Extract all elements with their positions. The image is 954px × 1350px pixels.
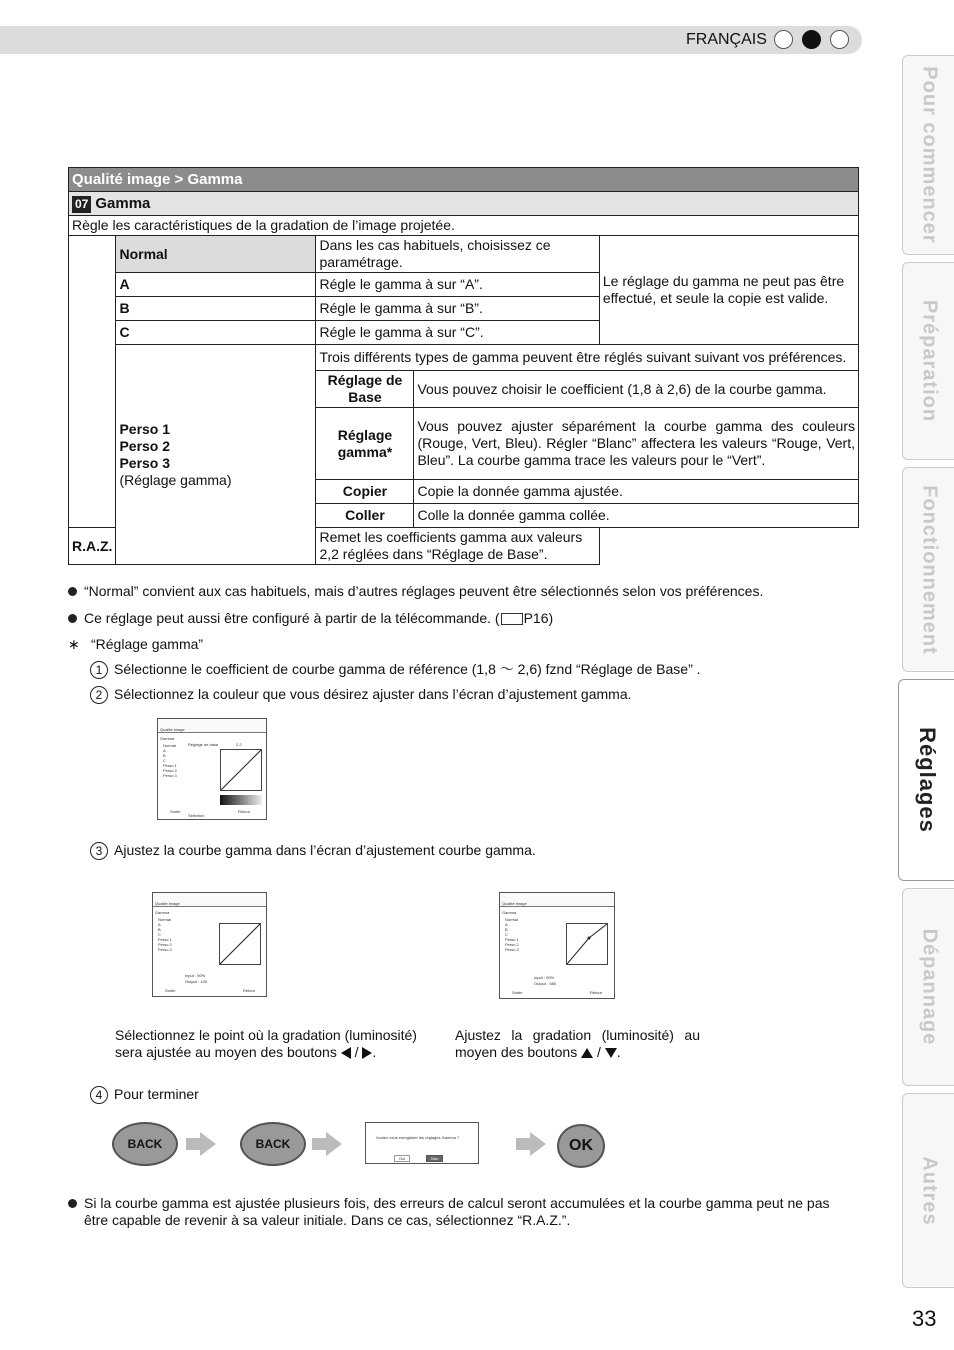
screen-list: Normal A B C Perso 1 Perso 2 Perso 3 [505, 917, 519, 952]
screen-output-value: Output : 580 [534, 981, 557, 986]
table-description: Règle les caractéristiques de la gradation de l’image projetée. [69, 216, 859, 236]
step-2 [90, 686, 632, 704]
caption-left-text: Sélectionnez le point où la gradation (luminosité) sera ajustée au moyen des boutons [115, 1027, 417, 1060]
screen-base-label: Réglage de base [188, 742, 219, 747]
step-3-number: 3 [90, 842, 108, 860]
gamma-screen-2 [152, 892, 267, 997]
language-indicator-3 [830, 30, 849, 49]
row-label-b: B [116, 297, 316, 321]
step-3 [90, 842, 536, 860]
tab-fonctionnement[interactable]: Fonctionnement [902, 467, 954, 672]
gradient-bar [220, 795, 262, 805]
abc-note: Le réglage du gamma ne peut pas être effectué, et seule la copie est valide. [599, 236, 858, 345]
gamma-screen-1 [157, 718, 267, 820]
table-breadcrumb: Qualité image > Gamma [69, 168, 859, 192]
screen-input-value: Input : 50% [185, 973, 206, 978]
bullet-dot [68, 587, 77, 596]
perso-3-label: Perso 3 [119, 454, 171, 471]
screen-footer-back: Retour [238, 809, 251, 814]
screen-footer-back: Retour [590, 990, 603, 995]
tab-depannage[interactable]: Dépannage [902, 888, 954, 1086]
caption-right-text: Ajustez la gradation (luminosité) au moyen des boutons [455, 1027, 700, 1060]
right-arrow-icon [362, 1047, 372, 1059]
dialog-yes-button[interactable]: Oui [394, 1155, 410, 1162]
perso-text-base: Vous pouvez choisir le coefficient (1,8 à 2,6) de la courbe gamma. [414, 371, 859, 408]
book-icon [501, 613, 523, 625]
screen-footer-select: Sélection [188, 813, 205, 818]
back-button[interactable]: BACK [112, 1122, 178, 1166]
save-dialog [365, 1122, 479, 1164]
gamma-curve-plot [566, 923, 608, 965]
note-2 [84, 610, 553, 627]
step-4 [90, 1086, 199, 1104]
step-1-text: Sélectionne le coefficient de courbe gamma de référence (1,8 ～ 2,6) fznd “Réglage de Base” . [114, 661, 701, 677]
perso-text-gamma: Vous pouvez ajuster séparément la courbe gamma des couleurs (Rouge, Vert, Bleu). Régler “Blanc” affectera les valeurs “Rouge, Vert, Bleu”. La courbe gamma trace les valeurs pour le “Vert”. [414, 408, 859, 480]
row-label-a: A [116, 273, 316, 297]
step-4-text: Pour terminer [114, 1086, 199, 1102]
screen-list: Normal A B C Perso 1 Perso 2 Perso 3 [163, 743, 177, 778]
language-indicator-2 [802, 30, 821, 49]
tab-autres[interactable]: Autres [902, 1093, 954, 1288]
arrow-right-icon [516, 1138, 530, 1150]
screen-gamma-label: Gamma [160, 736, 175, 741]
perso-text-raz: Remet les coefficients gamma aux valeurs 2,2 réglées dans “Réglage de Base”. [316, 528, 599, 565]
row-text-normal: Dans les cas habituels, choisissez ce paramétrage. [316, 236, 599, 273]
screen-output-value: Output : 100 [185, 979, 208, 984]
ok-button[interactable]: OK [557, 1124, 605, 1168]
perso-text-coller: Colle la donnée gamma collée. [414, 504, 859, 528]
perso-label-coller: Coller [316, 504, 414, 528]
screen-gamma-label: Gamma [155, 910, 170, 915]
row-text-c: Régle le gamma à sur “C”. [316, 321, 599, 345]
item-number: 07 [72, 196, 91, 213]
screen-menu-title: Qualité image [155, 901, 180, 906]
gamma-curve-plot [219, 923, 261, 965]
screen-footer-exit: Sortie [165, 988, 176, 993]
bullet-dot [68, 1199, 77, 1208]
screen-footer-back: Retour [243, 988, 256, 993]
back-button[interactable]: BACK [240, 1122, 306, 1166]
gamma-curve-plot [220, 749, 262, 791]
tab-reglages[interactable]: Réglages [898, 679, 954, 881]
tab-pour-commencer[interactable]: Pour commencer [902, 55, 954, 255]
up-arrow-icon [581, 1048, 593, 1058]
screen-footer-exit: Sortie [170, 809, 181, 814]
step-2-text: Sélectionnez la couleur que vous désirez ajuster dans l’écran d’ajustement gamma. [114, 686, 632, 702]
note-2-ref: P16) [523, 610, 554, 626]
asterisk-marker: ∗ [68, 636, 80, 652]
screen-list: Normal A B C Perso 1 Perso 2 Perso 3 [158, 917, 172, 952]
row-label-c: C [116, 321, 316, 345]
caption-left: Sélectionnez le point où la gradation (luminosité) sera ajustée au moyen des boutons / . [115, 1027, 417, 1060]
perso-1-label: Perso 1 [119, 420, 171, 437]
step-1-number: 1 [90, 661, 108, 679]
screen-footer-exit: Sortie [512, 990, 523, 995]
blank-column [69, 236, 116, 528]
row-text-a: Régle le gamma à sur “A”. [316, 273, 599, 297]
note-1: “Normal” convient aux cas habituels, mais d’autres réglages peuvent être sélectionnés selon vos préférences. [84, 583, 764, 599]
arrow-right-icon [200, 1132, 216, 1156]
perso-label-gamma: Réglage gamma* [316, 408, 414, 480]
note-2-text: Ce réglage peut aussi être configuré à partir de la télécommande. ( [84, 610, 500, 626]
screen-menu-title: Qualité image [502, 901, 527, 906]
perso-labels [116, 345, 316, 565]
screen-input-value: Input : 50% [534, 975, 555, 980]
perso-label-copier: Copier [316, 480, 414, 504]
row-label-normal: Normal [116, 236, 316, 273]
arrow-right-icon [326, 1132, 342, 1156]
tab-preparation[interactable]: Préparation [902, 262, 954, 460]
dialog-text: Voulez vous enregistrer les réglages Gamma ? [376, 1135, 460, 1140]
gamma-curve [221, 750, 261, 790]
gamma-screen-3 [499, 892, 615, 999]
caption-right: Ajustez la gradation (luminosité) au moyen des boutons / . [455, 1027, 700, 1060]
arrow-right-icon [530, 1132, 546, 1156]
gamma-table [68, 167, 859, 565]
step-4-number: 4 [90, 1086, 108, 1104]
step-3-text: Ajustez la courbe gamma dans l’écran d’ajustement courbe gamma. [114, 842, 536, 858]
perso-intro: Trois différents types de gamma peuvent être réglés suivant suivant vos préférences. [316, 345, 859, 371]
arrow-right-icon [312, 1138, 326, 1150]
row-text-b: Régle le gamma à sur “B”. [316, 297, 599, 321]
dialog-no-button[interactable]: Non [426, 1155, 443, 1162]
perso-2-label: Perso 2 [119, 437, 171, 454]
language-indicator-1 [774, 30, 793, 49]
bullet-dot [68, 614, 77, 623]
gamma-curve [220, 924, 260, 964]
perso-label-raz: R.A.Z. [69, 528, 116, 565]
gamma-curve [567, 924, 607, 964]
item-title: Gamma [95, 194, 151, 212]
table-item-header [69, 192, 859, 216]
perso-suffix: (Réglage gamma) [119, 471, 232, 488]
left-arrow-icon [341, 1047, 351, 1059]
screen-menu-title: Qualité image [160, 727, 185, 732]
note-3: Si la courbe gamma est ajustée plusieurs fois, des erreurs de calcul seront accumulées et la courbe gamma peut ne pas être capable de revenir à sa valeur initiale. Dans ce cas, sélectionnez “R.A.Z.”. [84, 1195, 830, 1228]
step-2-number: 2 [90, 686, 108, 704]
down-arrow-icon [605, 1048, 617, 1058]
arrow-right-icon [186, 1138, 200, 1150]
perso-label-base: Réglage de Base [316, 371, 414, 408]
asterisk-title: “Réglage gamma” [91, 636, 204, 652]
step-1 [90, 661, 701, 679]
perso-text-copier: Copie la donnée gamma ajustée. [414, 480, 859, 504]
page-number: 33 [912, 1306, 937, 1331]
screen-base-value: 2.2 [236, 742, 242, 747]
language-label: FRANÇAIS [686, 31, 767, 48]
screen-gamma-label: Gamma [502, 910, 517, 915]
